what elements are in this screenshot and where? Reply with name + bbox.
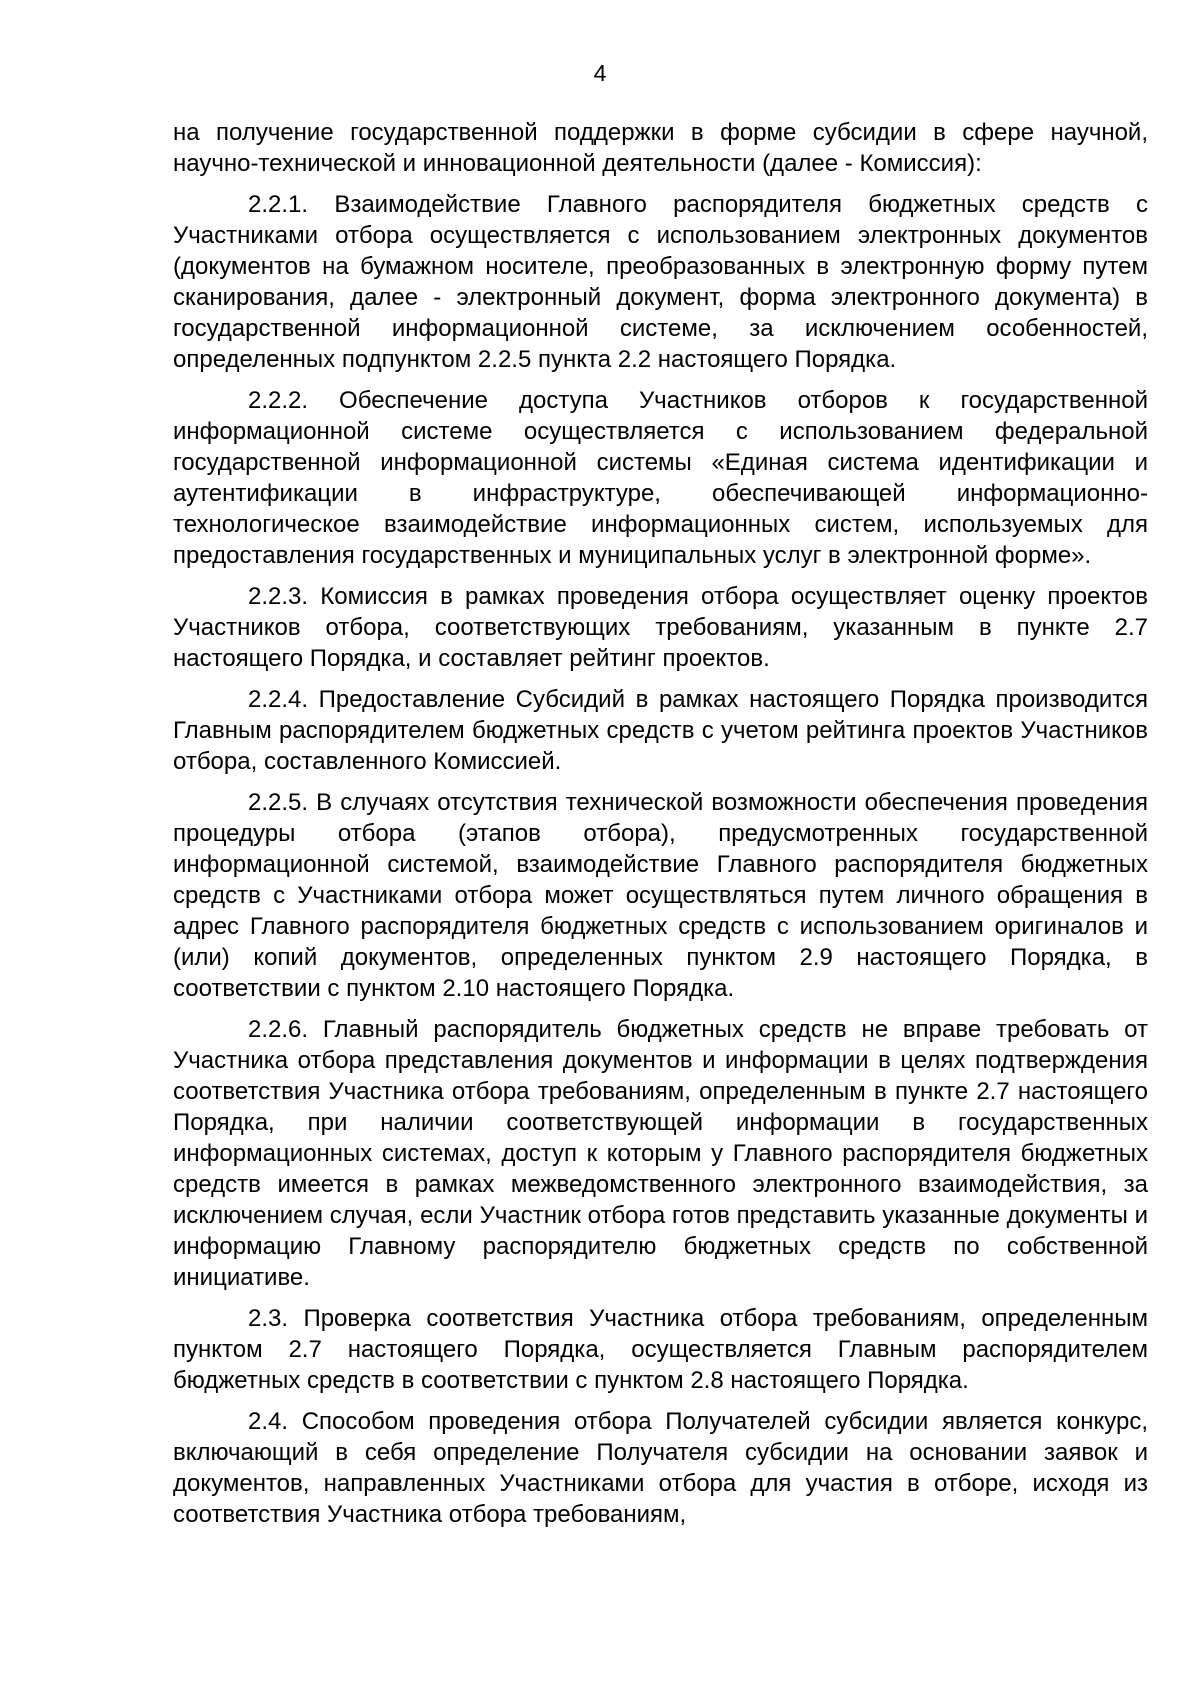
paragraph-2-4: 2.4. Способом проведения отбора Получателей субсидии является конкурс, включающий в себя определение Получателя субсидии на основании заявок и документов, направленных Участниками отбора для участия в отборе, исходя из соответствия Участника отбора требованиям,	[173, 1408, 1148, 1528]
paragraph-2-2-2: 2.2.2. Обеспечение доступа Участников отборов к государственной информационной системе осуществляется с использованием федеральной государственной информационной системы «Единая система идентификации и аутентификации в инфраструктуре, обеспечивающей информационно-технологическое взаимодействие информационных систем, используемых для предоставления государственных и муниципальных услуг в электронной форме».	[173, 387, 1148, 569]
paragraph-2-2-1: 2.2.1. Взаимодействие Главного распорядителя бюджетных средств с Участниками отбора осуществляется с использованием электронных документов (документов на бумажном носителе, преобразованных в электронную форму путем сканирования, далее - электронный документ, форма электронного документа) в государственной информационной системе, за исключением особенностей, определенных подпунктом 2.2.5 пункта 2.2 настоящего Порядка.	[173, 191, 1148, 373]
paragraph-2-2-4: 2.2.4. Предоставление Субсидий в рамках настоящего Порядка производится Главным распорядителем бюджетных средств с учетом рейтинга проектов Участников отбора, составленного Комиссией.	[173, 686, 1148, 775]
paragraph-2-2-6: 2.2.6. Главный распорядитель бюджетных средств не вправе требовать от Участника отбора представления документов и информации в целях подтверждения соответствия Участника отбора требованиям, определенным в пункте 2.7 настоящего Порядка, при наличии соответствующей информации в государственных информационных системах, доступ к которым у Главного распорядителя бюджетных средств имеется в рамках межведомственного электронного взаимодействия, за исключением случая, если Участник отбора готов представить указанные документы и информацию Главному распорядителю бюджетных средств по собственной инициативе.	[173, 1016, 1148, 1291]
paragraph-2-2-5: 2.2.5. В случаях отсутствия технической возможности обеспечения проведения процедуры отбора (этапов отбора), предусмотренных государственной информационной системой, взаимодействие Главного распорядителя бюджетных средств с Участниками отбора может осуществляться путем личного обращения в адрес Главного распорядителя бюджетных средств с использованием оригиналов и (или) копий документов, определенных пунктом 2.9 настоящего Порядка, в соответствии с пунктом 2.10 настоящего Порядка.	[173, 789, 1148, 1002]
paragraph-2-3: 2.3. Проверка соответствия Участника отбора требованиям, определенным пунктом 2.7 настоящего Порядка, осуществляется Главным распорядителем бюджетных средств в соответствии с пунктом 2.8 настоящего Порядка.	[173, 1305, 1148, 1394]
document-body	[173, 117, 1148, 1540]
page-number: 4	[593, 60, 607, 86]
paragraph-commission-intro: на получение государственной поддержки в форме субсидии в сфере научной, научно-технической и инновационной деятельности (далее - Комиссия):	[173, 119, 1148, 177]
paragraph-2-2-3: 2.2.3. Комиссия в рамках проведения отбора осуществляет оценку проектов Участников отбора, соответствующих требованиям, указанным в пункте 2.7 настоящего Порядка, и составляет рейтинг проектов.	[173, 583, 1148, 672]
